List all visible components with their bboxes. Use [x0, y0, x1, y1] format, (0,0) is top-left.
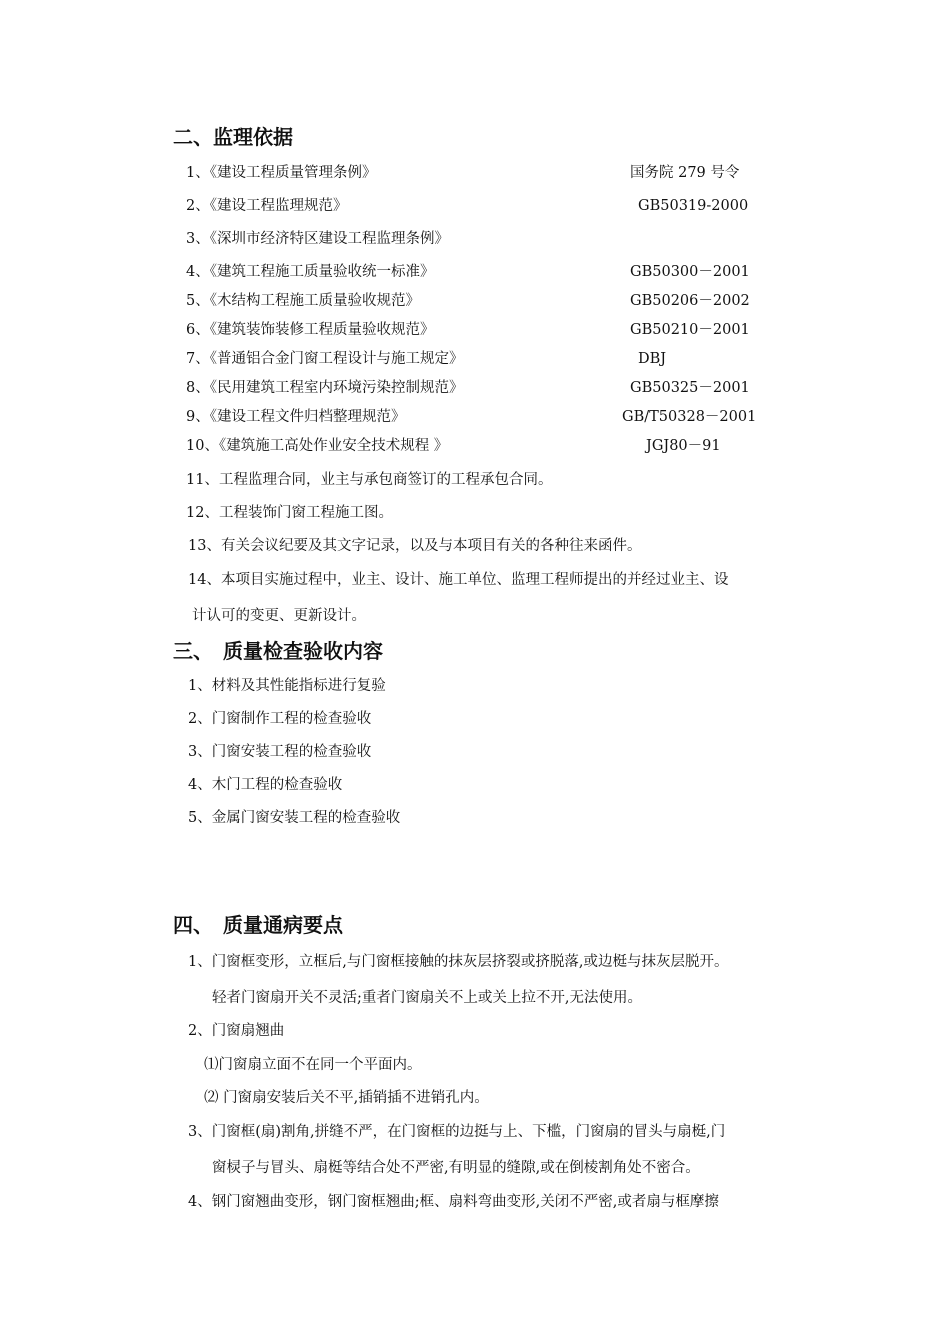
basis-item-8-code: GB50325－2001	[630, 380, 750, 396]
basis-item-7-code: DBJ	[638, 351, 667, 367]
basis-item-2: 2、《建设工程监理规范》	[186, 198, 348, 214]
defect-3-line2: 窗棂子与冒头、扇梃等结合处不严密,有明显的缝隙,或在倒棱割角处不密合。	[212, 1160, 700, 1176]
basis-item-10: 10、《建筑施工高处作业安全技术规程 》	[186, 438, 449, 454]
basis-item-1-code: 国务院 279 号令	[630, 165, 740, 181]
basis-item-11: 11、工程监理合同，业主与承包商签订的工程承包合同。	[186, 472, 553, 488]
inspection-item-3: 3、门窗安装工程的检查验收	[188, 744, 372, 760]
basis-item-9-code: GB/T50328－2001	[622, 409, 757, 425]
inspection-item-1: 1、材料及其性能指标进行复验	[188, 678, 386, 694]
basis-item-13: 13、有关会议纪要及其文字记录，以及与本项目有关的各种往来函件。	[188, 538, 642, 554]
section-3-title: 三、 质量检查验收内容	[173, 639, 383, 663]
basis-item-9: 9、《建设工程文件归档整理规范》	[186, 409, 406, 425]
basis-item-12: 12、工程装饰门窗工程施工图。	[186, 505, 393, 521]
defect-1-line1: 1、门窗框变形，立框后,与门窗框接触的抹灰层挤裂或挤脱落,或边梃与抹灰层脱开。	[188, 954, 729, 970]
basis-item-5: 5、《木结构工程施工质量验收规范》	[186, 293, 420, 309]
defect-2-sub1: ⑴门窗扇立面不在同一个平面内。	[204, 1057, 422, 1073]
basis-item-1: 1、《建设工程质量管理条例》	[186, 165, 377, 181]
basis-item-6: 6、《建筑装饰装修工程质量验收规范》	[186, 322, 435, 338]
basis-item-4-code: GB50300－2001	[630, 264, 750, 280]
basis-item-7: 7、《普通铝合金门窗工程设计与施工规定》	[186, 351, 464, 367]
basis-item-14-line2: 计认可的变更、更新设计。	[192, 608, 366, 624]
basis-item-2-code: GB50319-2000	[638, 198, 749, 214]
basis-item-6-code: GB50210－2001	[630, 322, 750, 338]
defect-3-line1: 3、门窗框(扇)割角,拼缝不严，在门窗框的边挺与上、下槛，门窗扇的冒头与扇梃,门	[188, 1124, 726, 1140]
inspection-item-4: 4、木门工程的检查验收	[188, 777, 343, 793]
basis-item-8: 8、《民用建筑工程室内环境污染控制规范》	[186, 380, 464, 396]
defect-1-line2: 轻者门窗扇开关不灵活;重者门窗扇关不上或关上拉不开,无法使用。	[212, 990, 642, 1006]
defect-4-line1: 4、钢门窗翘曲变形，钢门窗框翘曲;框、扇料弯曲变形,关闭不严密,或者扇与框摩擦	[188, 1194, 719, 1210]
basis-item-4: 4、《建筑工程施工质量验收统一标准》	[186, 264, 435, 280]
basis-item-14-line1: 14、本项目实施过程中，业主、设计、施工单位、监理工程师提出的并经过业主、设	[188, 572, 729, 588]
defect-2: 2、门窗扇翘曲	[188, 1023, 285, 1039]
basis-item-10-code: JGJ80－91	[646, 438, 721, 454]
section-2-title: 二、监理依据	[173, 125, 293, 149]
basis-item-5-code: GB50206－2002	[630, 293, 750, 309]
inspection-item-5: 5、金属门窗安装工程的检查验收	[188, 810, 401, 826]
section-4-title: 四、 质量通病要点	[173, 913, 343, 937]
defect-2-sub2: ⑵ 门窗扇安装后关不平,插销插不进销孔内。	[204, 1090, 489, 1106]
inspection-item-2: 2、门窗制作工程的检查验收	[188, 711, 372, 727]
basis-item-3: 3、《深圳市经济特区建设工程监理条例》	[186, 231, 449, 247]
